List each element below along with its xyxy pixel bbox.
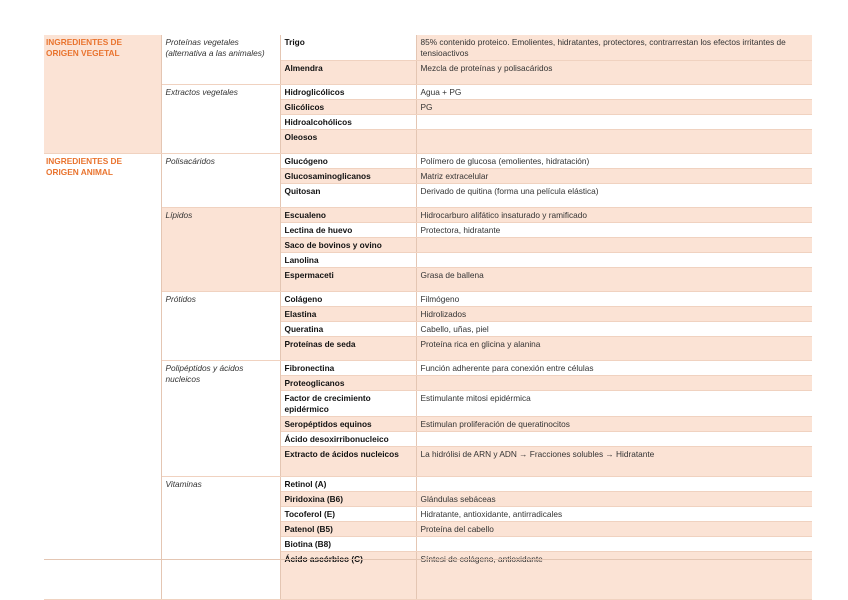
group-protidos: Prótidos [161,292,280,361]
ingredient-name: Almendra [280,61,416,85]
ingredient-desc: Derivado de quitina (forma una película elástica) [416,184,812,208]
ingredient-desc [416,376,812,391]
ingredient-name: Ácido ascórbico (C) [280,552,416,600]
ingredient-desc: PG [416,100,812,115]
ingredient-name: Hidroglicólicos [280,85,416,100]
group-proteinas-vegetales: Proteínas vegetales (alternativa a las animales) [161,35,280,85]
ingredient-desc: Estimulante mitosi epidérmica [416,391,812,417]
ingredient-name: Glucosaminoglicanos [280,169,416,184]
ingredient-desc [416,238,812,253]
ingredient-desc: Síntesi de colágeno, antioxidante [416,552,812,600]
ingredient-name: Hidroalcohólicos [280,115,416,130]
ingredient-desc: Grasa de ballena [416,268,812,292]
ingredient-desc: Polímero de glucosa (emolientes, hidratación) [416,154,812,169]
ingredient-desc: Filmógeno [416,292,812,307]
ingredient-name: Proteoglicanos [280,376,416,391]
ingredient-name: Proteínas de seda [280,337,416,361]
ingredient-desc [416,537,812,552]
ingredient-name: Fibronectina [280,361,416,376]
ingredient-name: Extracto de ácidos nucleicos [280,447,416,477]
ingredient-desc: Hidrolizados [416,307,812,322]
ingredient-name: Lectina de huevo [280,223,416,238]
ingredients-table [44,35,812,600]
table-bottom-border [44,559,812,560]
group-polipeptidos: Polipéptidos y ácidos nucleicos [161,361,280,477]
ingredient-desc [416,115,812,130]
ingredient-desc: 85% contenido proteico. Emolientes, hidratantes, protectores, contrarrestan los efectos irritantes de tensioactivos [416,35,812,61]
group-extractos-vegetales: Extractos vegetales [161,85,280,154]
ingredients-table-container [44,35,812,600]
ingredient-name: Glicólicos [280,100,416,115]
ingredient-name: Tocoferol (E) [280,507,416,522]
ingredient-desc: Protectora, hidratante [416,223,812,238]
ingredient-name: Oleosos [280,130,416,154]
ingredient-desc: La hidrólisi de ARN y ADN → Fracciones solubles → Hidratante [416,447,812,477]
ingredient-name: Lanolina [280,253,416,268]
table-row [44,35,812,61]
ingredient-name: Colágeno [280,292,416,307]
ingredient-desc [416,253,812,268]
ingredient-desc: Hidrocarburo alifático insaturado y ramificado [416,208,812,223]
ingredient-desc [416,477,812,492]
ingredient-desc [416,432,812,447]
ingredient-name: Saco de bovinos y ovino [280,238,416,253]
ingredient-desc: Cabello, uñas, piel [416,322,812,337]
ingredient-name: Trigo [280,35,416,61]
ingredient-name: Espermaceti [280,268,416,292]
ingredient-desc: Hidratante, antioxidante, antirradicales [416,507,812,522]
table-row [44,154,812,169]
ingredient-name: Quitosan [280,184,416,208]
category-vegetal: INGREDIENTES DE ORIGEN VEGETAL [44,35,161,154]
ingredient-desc [416,130,812,154]
ingredient-desc: Proteína rica en glicina y alanina [416,337,812,361]
ingredient-name: Glucógeno [280,154,416,169]
ingredient-desc: Función adherente para conexión entre células [416,361,812,376]
group-vitaminas: Vitaminas [161,477,280,600]
category-animal: INGREDIENTES DE ORIGEN ANIMAL [44,154,161,600]
group-lipidos: Lípidos [161,208,280,292]
ingredient-desc: Proteína del cabello [416,522,812,537]
ingredient-name: Elastina [280,307,416,322]
ingredient-name: Factor de crecimiento epidérmico [280,391,416,417]
ingredient-name: Seropéptidos equinos [280,417,416,432]
ingredient-name: Biotina (B8) [280,537,416,552]
ingredient-name: Queratina [280,322,416,337]
ingredient-desc: Estimulan proliferación de queratinocitos [416,417,812,432]
ingredient-desc: Mezcla de proteínas y polisacáridos [416,61,812,85]
group-polisacaridos: Polisacáridos [161,154,280,208]
ingredient-name: Patenol (B5) [280,522,416,537]
ingredient-name: Piridoxina (B6) [280,492,416,507]
ingredient-name: Retinol (A) [280,477,416,492]
ingredient-desc: Agua + PG [416,85,812,100]
ingredient-name: Escualeno [280,208,416,223]
ingredient-name: Ácido desoxirribonucleico [280,432,416,447]
ingredient-desc: Matriz extracelular [416,169,812,184]
ingredient-desc: Glándulas sebáceas [416,492,812,507]
